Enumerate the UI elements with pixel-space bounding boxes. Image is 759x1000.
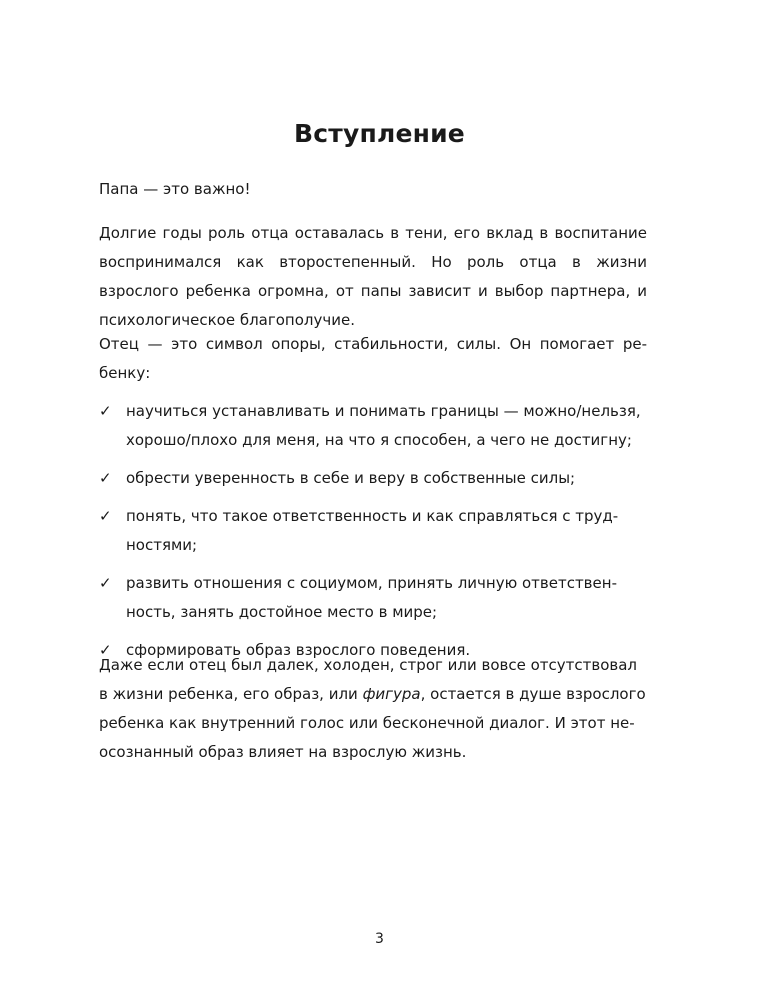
chapter-title: Вступление (294, 119, 465, 148)
list-item-text: сформировать образ взрослого поведения. (126, 641, 471, 659)
emphasis-word: фигура (362, 685, 421, 703)
list-item (99, 569, 647, 627)
paragraph-1: Долгие годы роль отца оставалась в тени, его вклад в воспитание воспринимался как второстепенный. Но роль отца в жизни взрослого ребенка огромна, от папы зависит и выбор партнера, и психологическое благополучие. (99, 224, 647, 329)
check-icon: ✓ (99, 507, 112, 525)
lead-line: Папа — это важно! (99, 180, 251, 198)
list-item-text: развить отношения с социумом, принять личную ответственность, занять достойное место в мире; (126, 574, 617, 621)
paragraph-3 (99, 651, 647, 767)
check-list (99, 397, 647, 674)
list-item (99, 397, 647, 455)
list-item (99, 502, 647, 560)
check-icon: ✓ (99, 469, 112, 487)
paragraph-3-text-end: , остается в душе взрослого ребенка как внутренний голос или бесконечной диалог. И этот неосознанный образ влияет на взрослую жизнь. (99, 685, 646, 761)
paragraph-2: Отец — это символ опоры, стабильности, силы. Он помогает ребенку: (99, 335, 647, 382)
check-icon: ✓ (99, 641, 112, 659)
paragraph-3-text-start: Даже если отец был далек, холоден, строг или вовсе отсутствовал в жизни ребенка, его образ, или (99, 656, 637, 703)
list-item (99, 464, 647, 493)
list-item-text: обрести уверенность в себе и веру в собственные силы; (126, 469, 576, 487)
page-number: 3 (375, 931, 384, 947)
check-icon: ✓ (99, 402, 112, 420)
check-icon: ✓ (99, 574, 112, 592)
list-item-text: научиться устанавливать и понимать границы — можно/нельзя, хорошо/плохо для меня, на что я способен, а чего не достигну; (126, 402, 641, 449)
list-item-text: понять, что такое ответственность и как справляться с трудностями; (126, 507, 619, 554)
